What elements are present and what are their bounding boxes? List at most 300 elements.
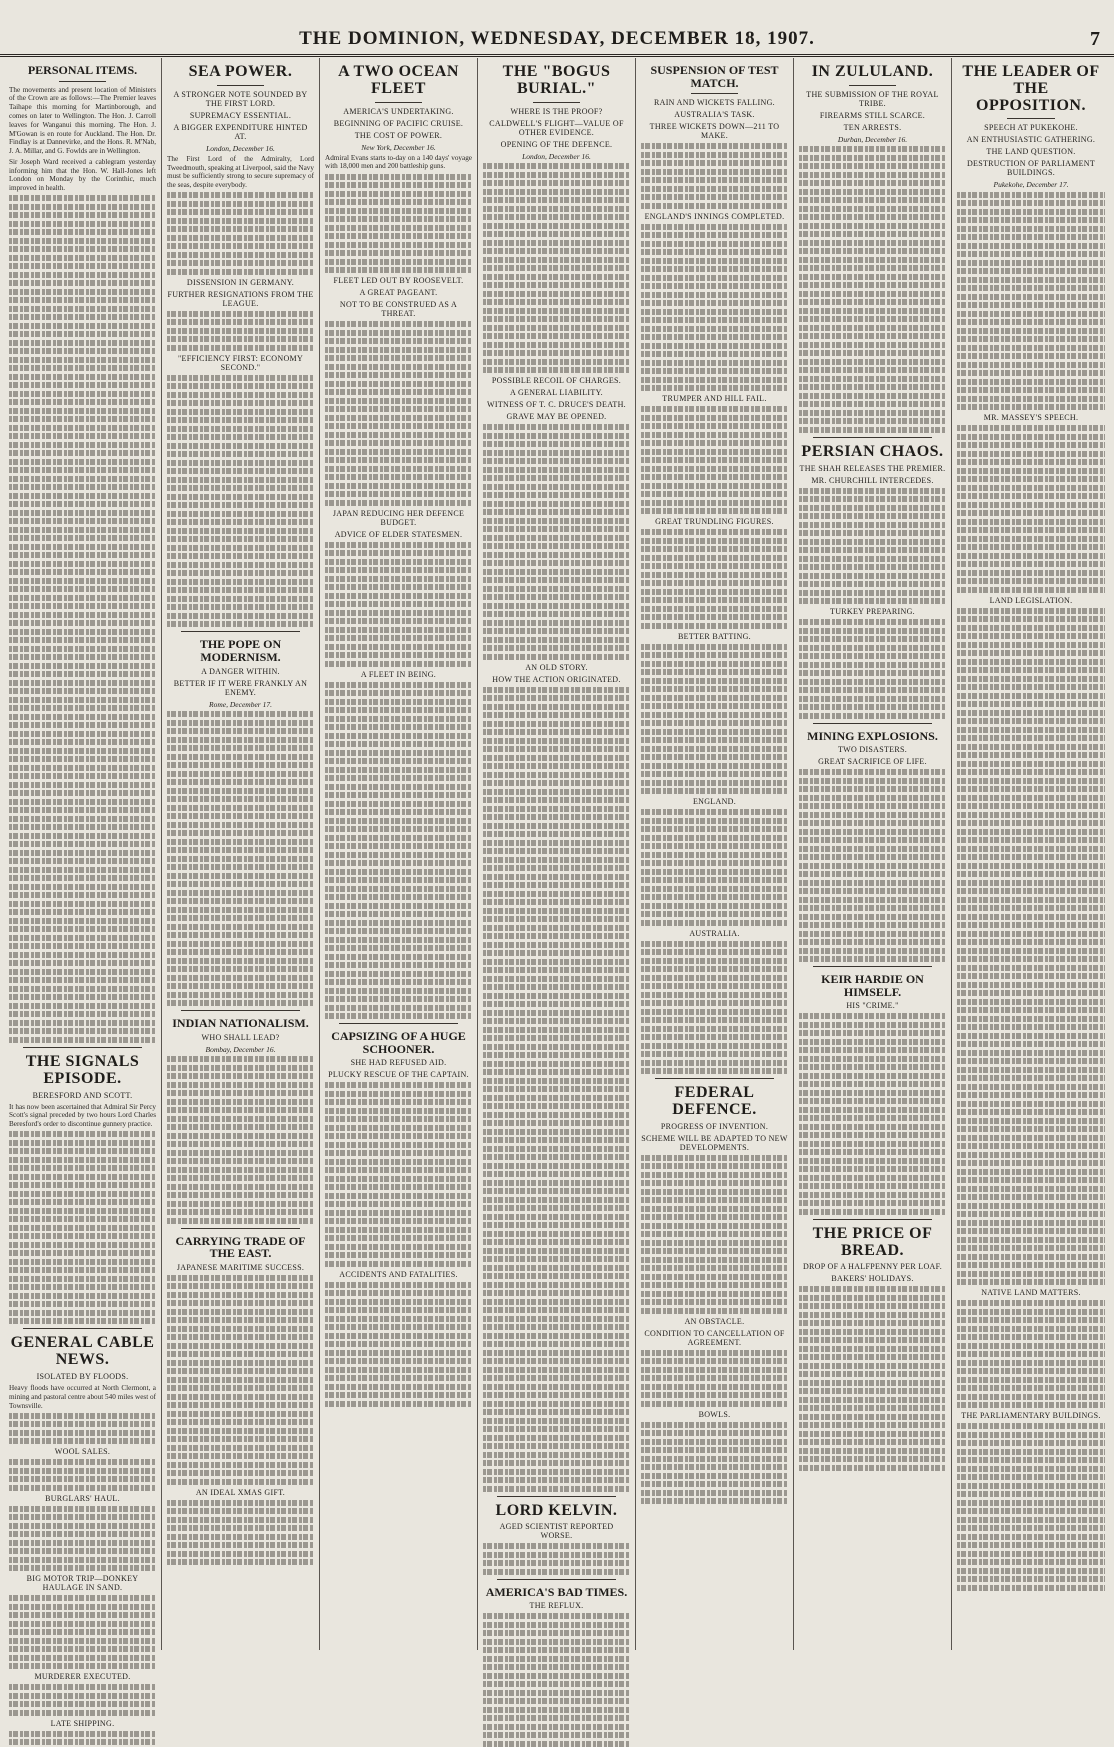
text-line [9, 1604, 156, 1610]
text-line [9, 1293, 156, 1299]
text-line [9, 595, 156, 601]
text-line [957, 939, 1105, 945]
text-line [9, 1174, 156, 1180]
text-line [957, 396, 1105, 402]
text-line [641, 894, 788, 900]
text-line [641, 1447, 788, 1453]
text-line [483, 620, 630, 626]
text-line [167, 604, 314, 610]
text-line [9, 654, 156, 660]
text-line [483, 908, 630, 914]
big-motor-trip-subhead: BIG MOTOR TRIP—DONKEY HAULAGE IN SAND. [26, 1574, 139, 1593]
text-line [325, 338, 472, 344]
text-line [957, 1334, 1105, 1340]
text-line [9, 756, 156, 762]
text-line [641, 606, 788, 612]
text-line [483, 1163, 630, 1169]
text-line [167, 587, 314, 593]
text-line [167, 941, 314, 947]
text-line [9, 1421, 156, 1427]
text-line [483, 772, 630, 778]
text-line [167, 434, 314, 440]
text-line [483, 586, 630, 592]
text-line [325, 1082, 472, 1088]
text-line [957, 319, 1105, 325]
text-line [957, 1351, 1105, 1357]
old-story-subhead: AN OLD STORY. [525, 662, 588, 672]
bogus-burial-headline: THE "BOGUS BURIAL." [502, 63, 611, 97]
text-line [799, 342, 946, 348]
text-line [957, 948, 1105, 954]
massey-speech-subhead: MR. MASSEY'S SPEECH. [983, 413, 1079, 423]
text-line [483, 1018, 630, 1024]
text-line [483, 654, 630, 660]
text-line [325, 191, 472, 197]
great-pageant-subhead: A GREAT PAGEANT. [359, 288, 438, 298]
text-line [957, 795, 1105, 801]
text-line [799, 880, 946, 886]
text-line [9, 450, 156, 456]
text-line [9, 229, 156, 235]
text-line [325, 182, 472, 188]
text-line [483, 695, 630, 701]
text-line [957, 1483, 1105, 1489]
text-line [9, 714, 156, 720]
text-line [167, 528, 314, 534]
text-line [167, 553, 314, 559]
text-line [799, 1183, 946, 1189]
text-line [799, 1439, 946, 1445]
text-line [325, 937, 472, 943]
text-line [957, 387, 1105, 393]
text-line [325, 809, 472, 815]
text-line [9, 408, 156, 414]
text-line [799, 1158, 946, 1164]
text-line [799, 573, 946, 579]
text-line [483, 950, 630, 956]
text-line [325, 1290, 472, 1296]
text-line [9, 195, 156, 201]
text-line [641, 911, 788, 917]
text-line [799, 350, 946, 356]
text-line [641, 457, 788, 463]
text-line [641, 860, 788, 866]
text-line [9, 731, 156, 737]
text-line [641, 1350, 788, 1356]
text-line [641, 300, 788, 306]
text-line [641, 1481, 788, 1487]
text-line [167, 788, 314, 794]
text-line [641, 241, 788, 247]
text-line [799, 291, 946, 297]
text-line [167, 898, 314, 904]
text-line [957, 1309, 1105, 1315]
text-line [799, 1056, 946, 1062]
text-line [957, 727, 1105, 733]
text-line [325, 542, 472, 548]
text-line [957, 1262, 1105, 1268]
text-line [483, 367, 630, 373]
text-line [799, 713, 946, 719]
cancellation-subhead: CONDITION TO CANCELLATION OF AGREEMENT. [644, 1328, 785, 1347]
text-line [641, 368, 788, 374]
text-line [9, 501, 156, 507]
text-line [483, 1112, 630, 1118]
text-line [167, 1209, 314, 1215]
text-line [799, 905, 946, 911]
text-line [167, 1090, 314, 1096]
text-line [799, 619, 946, 625]
dissension-germany-subhead: DISSENSION IN GERMANY. [186, 277, 295, 287]
text-line [9, 510, 156, 516]
text-line [325, 733, 472, 739]
text-line [641, 1473, 788, 1479]
keir-hardie-headline: KEIR HARDIE ON HIMSELF. [821, 972, 924, 999]
text-line [325, 174, 472, 180]
text-line [483, 1443, 630, 1449]
dateline: New York, December 16. [361, 142, 436, 152]
text-line [641, 589, 788, 595]
text-line [483, 1146, 630, 1152]
text-line [325, 550, 472, 556]
text-line [9, 212, 156, 218]
action-originated-subhead: HOW THE ACTION ORIGINATED. [492, 674, 621, 684]
text-line [483, 738, 630, 744]
text-line [641, 729, 788, 735]
text-line [957, 1500, 1105, 1506]
text-line [483, 891, 630, 897]
text-line [325, 1142, 472, 1148]
text-line [483, 518, 630, 524]
text-line [799, 418, 946, 424]
text-line [483, 1333, 630, 1339]
text-line [957, 931, 1105, 937]
text-line [167, 924, 314, 930]
text-line [167, 779, 314, 785]
text-line [957, 1033, 1105, 1039]
text-line [9, 1284, 156, 1290]
text-line [483, 1367, 630, 1373]
text-line [167, 1158, 314, 1164]
column-1 [4, 58, 162, 1728]
text-line [325, 1099, 472, 1105]
text-line [325, 1184, 472, 1190]
text-line [325, 1125, 472, 1131]
text-line [641, 466, 788, 472]
text-line [483, 526, 630, 532]
text-line [957, 1177, 1105, 1183]
text-line [957, 294, 1105, 300]
text-line [957, 990, 1105, 996]
text-line [799, 539, 946, 545]
text-line [957, 1016, 1105, 1022]
text-line [641, 1068, 788, 1074]
text-line [167, 1292, 314, 1298]
text-line [167, 336, 314, 342]
text-line [483, 1707, 630, 1713]
text-line [483, 1044, 630, 1050]
text-line [167, 915, 314, 921]
text-line [483, 316, 630, 322]
text-line [957, 625, 1105, 631]
text-line [799, 1141, 946, 1147]
text-line [483, 552, 630, 558]
text-line [641, 1265, 788, 1271]
text-line [799, 846, 946, 852]
text-line [957, 561, 1105, 567]
text-line [325, 381, 472, 387]
text-line [167, 1402, 314, 1408]
text-line [9, 1020, 156, 1026]
text-line [167, 856, 314, 862]
text-line [483, 780, 630, 786]
text-line [641, 975, 788, 981]
text-line [9, 1506, 156, 1512]
text-line [483, 1469, 630, 1475]
text-line [9, 960, 156, 966]
text-line [167, 983, 314, 989]
text-line [799, 837, 946, 843]
text-line [167, 1107, 314, 1113]
text-line [9, 620, 156, 626]
text-line [167, 711, 314, 717]
text-line [9, 365, 156, 371]
text-line [9, 841, 156, 847]
stronger-note-subhead: A STRONGER NOTE SOUNDED BY THE FIRST LORD. [173, 89, 308, 108]
text-line [325, 635, 472, 641]
text-line [957, 837, 1105, 843]
text-line [957, 1440, 1105, 1446]
text-line [9, 1233, 156, 1239]
text-line [9, 850, 156, 856]
text-line [641, 771, 788, 777]
text-line [167, 1351, 314, 1357]
text-line [9, 289, 156, 295]
text-line [483, 282, 630, 288]
text-line [325, 928, 472, 934]
bowls-subhead: BOWLS. [698, 1409, 731, 1419]
text-line [9, 1540, 156, 1546]
text-line [9, 1318, 156, 1324]
text-line [799, 1456, 946, 1462]
text-line [799, 1115, 946, 1121]
text-line [325, 716, 472, 722]
text-line [957, 1084, 1105, 1090]
text-line [641, 1248, 788, 1254]
text-line [167, 1300, 314, 1306]
text-line [483, 1724, 630, 1730]
text-line [167, 1150, 314, 1156]
text-line [9, 382, 156, 388]
text-line [167, 1360, 314, 1366]
text-line [483, 1231, 630, 1237]
text-line [483, 831, 630, 837]
text-line [957, 1585, 1105, 1591]
text-line [957, 922, 1105, 928]
text-line [799, 530, 946, 536]
text-line [799, 1030, 946, 1036]
text-line [167, 511, 314, 517]
text-line [799, 590, 946, 596]
enthusiastic-gathering-subhead: AN ENTHUSIASTIC GATHERING. [966, 135, 1096, 145]
text-line [641, 1439, 788, 1445]
text-line [957, 1491, 1105, 1497]
text-line [799, 564, 946, 570]
text-line [641, 877, 788, 883]
text-line [957, 1118, 1105, 1124]
text-line [641, 432, 788, 438]
text-line [641, 1163, 788, 1169]
text-line [325, 877, 472, 883]
text-line [167, 536, 314, 542]
text-line [167, 1368, 314, 1374]
text-line [799, 696, 946, 702]
text-line [9, 425, 156, 431]
text-line [9, 782, 156, 788]
text-line [957, 1317, 1105, 1323]
text-line [957, 353, 1105, 359]
text-line [957, 973, 1105, 979]
text-line [957, 854, 1105, 860]
text-line [483, 299, 630, 305]
text-line [957, 1194, 1105, 1200]
text-line [9, 1710, 156, 1716]
text-line [167, 392, 314, 398]
text-line [641, 737, 788, 743]
text-line [167, 375, 314, 381]
text-line [9, 578, 156, 584]
australia-scorecard-heading: AUSTRALIA. [689, 928, 740, 938]
text-line [325, 389, 472, 395]
text-line [957, 1423, 1105, 1429]
text-line [325, 1150, 472, 1156]
text-line [957, 1474, 1105, 1480]
trundling-figures-subhead: GREAT TRUNDLING FIGURES. [655, 517, 774, 527]
text-line [167, 201, 314, 207]
text-line [167, 805, 314, 811]
text-line [483, 1256, 630, 1262]
text-line [799, 333, 946, 339]
text-line [9, 884, 156, 890]
text-line [9, 561, 156, 567]
text-line [325, 979, 472, 985]
text-line [483, 1103, 630, 1109]
text-line [483, 1452, 630, 1458]
text-line [325, 474, 472, 480]
text-line [641, 788, 788, 794]
text-line [9, 586, 156, 592]
text-line [325, 1013, 472, 1019]
text-line [167, 737, 314, 743]
text-line [957, 553, 1105, 559]
text-line [9, 1037, 156, 1043]
text-line [483, 814, 630, 820]
text-line [167, 720, 314, 726]
text-line [9, 484, 156, 490]
text-line [325, 1091, 472, 1097]
text-line [9, 1157, 156, 1163]
text-line [325, 423, 472, 429]
text-line [167, 545, 314, 551]
text-line [799, 367, 946, 373]
text-line [799, 1329, 946, 1335]
text-line [799, 1388, 946, 1394]
text-line [641, 334, 788, 340]
refused-aid-subhead: SHE HAD REFUSED AID. [350, 1058, 447, 1068]
masthead [0, 0, 1114, 57]
text-line [483, 1613, 630, 1619]
text-line [167, 1542, 314, 1548]
text-line [9, 221, 156, 227]
text-line [483, 1543, 630, 1549]
text-line [167, 1065, 314, 1071]
text-line [641, 1172, 788, 1178]
text-line [957, 217, 1105, 223]
text-line [325, 971, 472, 977]
signals-episode-text: It has now been ascertained that Admiral Sir Percy Scott's signal preceded by two hours Lord Charles Beresford's order to discontinue gunnery practice. [9, 1102, 156, 1129]
text-line [641, 835, 788, 841]
text-line [325, 843, 472, 849]
text-line [167, 771, 314, 777]
text-line [799, 488, 946, 494]
text-line [641, 249, 788, 255]
text-line [641, 292, 788, 298]
text-line [167, 1192, 314, 1198]
text-line [641, 538, 788, 544]
text-line [799, 1380, 946, 1386]
three-wickets-subhead: THREE WICKETS DOWN—211 TO MAKE. [649, 122, 780, 141]
text-line [483, 1715, 630, 1721]
text-line [483, 1622, 630, 1628]
text-line [325, 920, 472, 926]
burglars-haul-subhead: BURGLARS' HAUL. [45, 1493, 120, 1503]
land-legislation-subhead: LAND LEGISLATION. [989, 595, 1073, 605]
text-line [957, 1109, 1105, 1115]
text-line [167, 1500, 314, 1506]
text-line [167, 992, 314, 998]
text-line [9, 1199, 156, 1205]
sea-power-text: The First Lord of the Admiralty, Lord Tweedmouth, speaking at Liverpool, said the Navy must be sufficiently strong to secure supremacy of the seas, despite everybody. [167, 154, 314, 190]
text-line [9, 1595, 156, 1601]
text-line [167, 847, 314, 853]
royal-tribe-subhead: THE SUBMISSION OF THE ROYAL TRIBE. [806, 89, 939, 108]
text-line [641, 983, 788, 989]
text-line [9, 348, 156, 354]
text-line [167, 468, 314, 474]
text-line [483, 1358, 630, 1364]
text-line [167, 519, 314, 525]
text-line [641, 1231, 788, 1237]
text-line [483, 899, 630, 905]
firearms-scarce-subhead: FIREARMS STILL SCARCE. [819, 110, 926, 120]
text-line [799, 1363, 946, 1369]
column-3 [320, 58, 478, 1650]
england-scorecard-heading: ENGLAND. [692, 797, 737, 807]
late-shipping-subhead: LATE SHIPPING. [50, 1718, 115, 1728]
text-line [641, 623, 788, 629]
text-line [325, 1375, 472, 1381]
text-line [167, 1517, 314, 1523]
text-line [641, 406, 788, 412]
text-line [9, 612, 156, 618]
text-line [167, 1334, 314, 1340]
text-line [483, 1569, 630, 1575]
text-line [799, 820, 946, 826]
text-line [483, 594, 630, 600]
text-line [799, 197, 946, 203]
text-line [325, 954, 472, 960]
text-line [483, 823, 630, 829]
